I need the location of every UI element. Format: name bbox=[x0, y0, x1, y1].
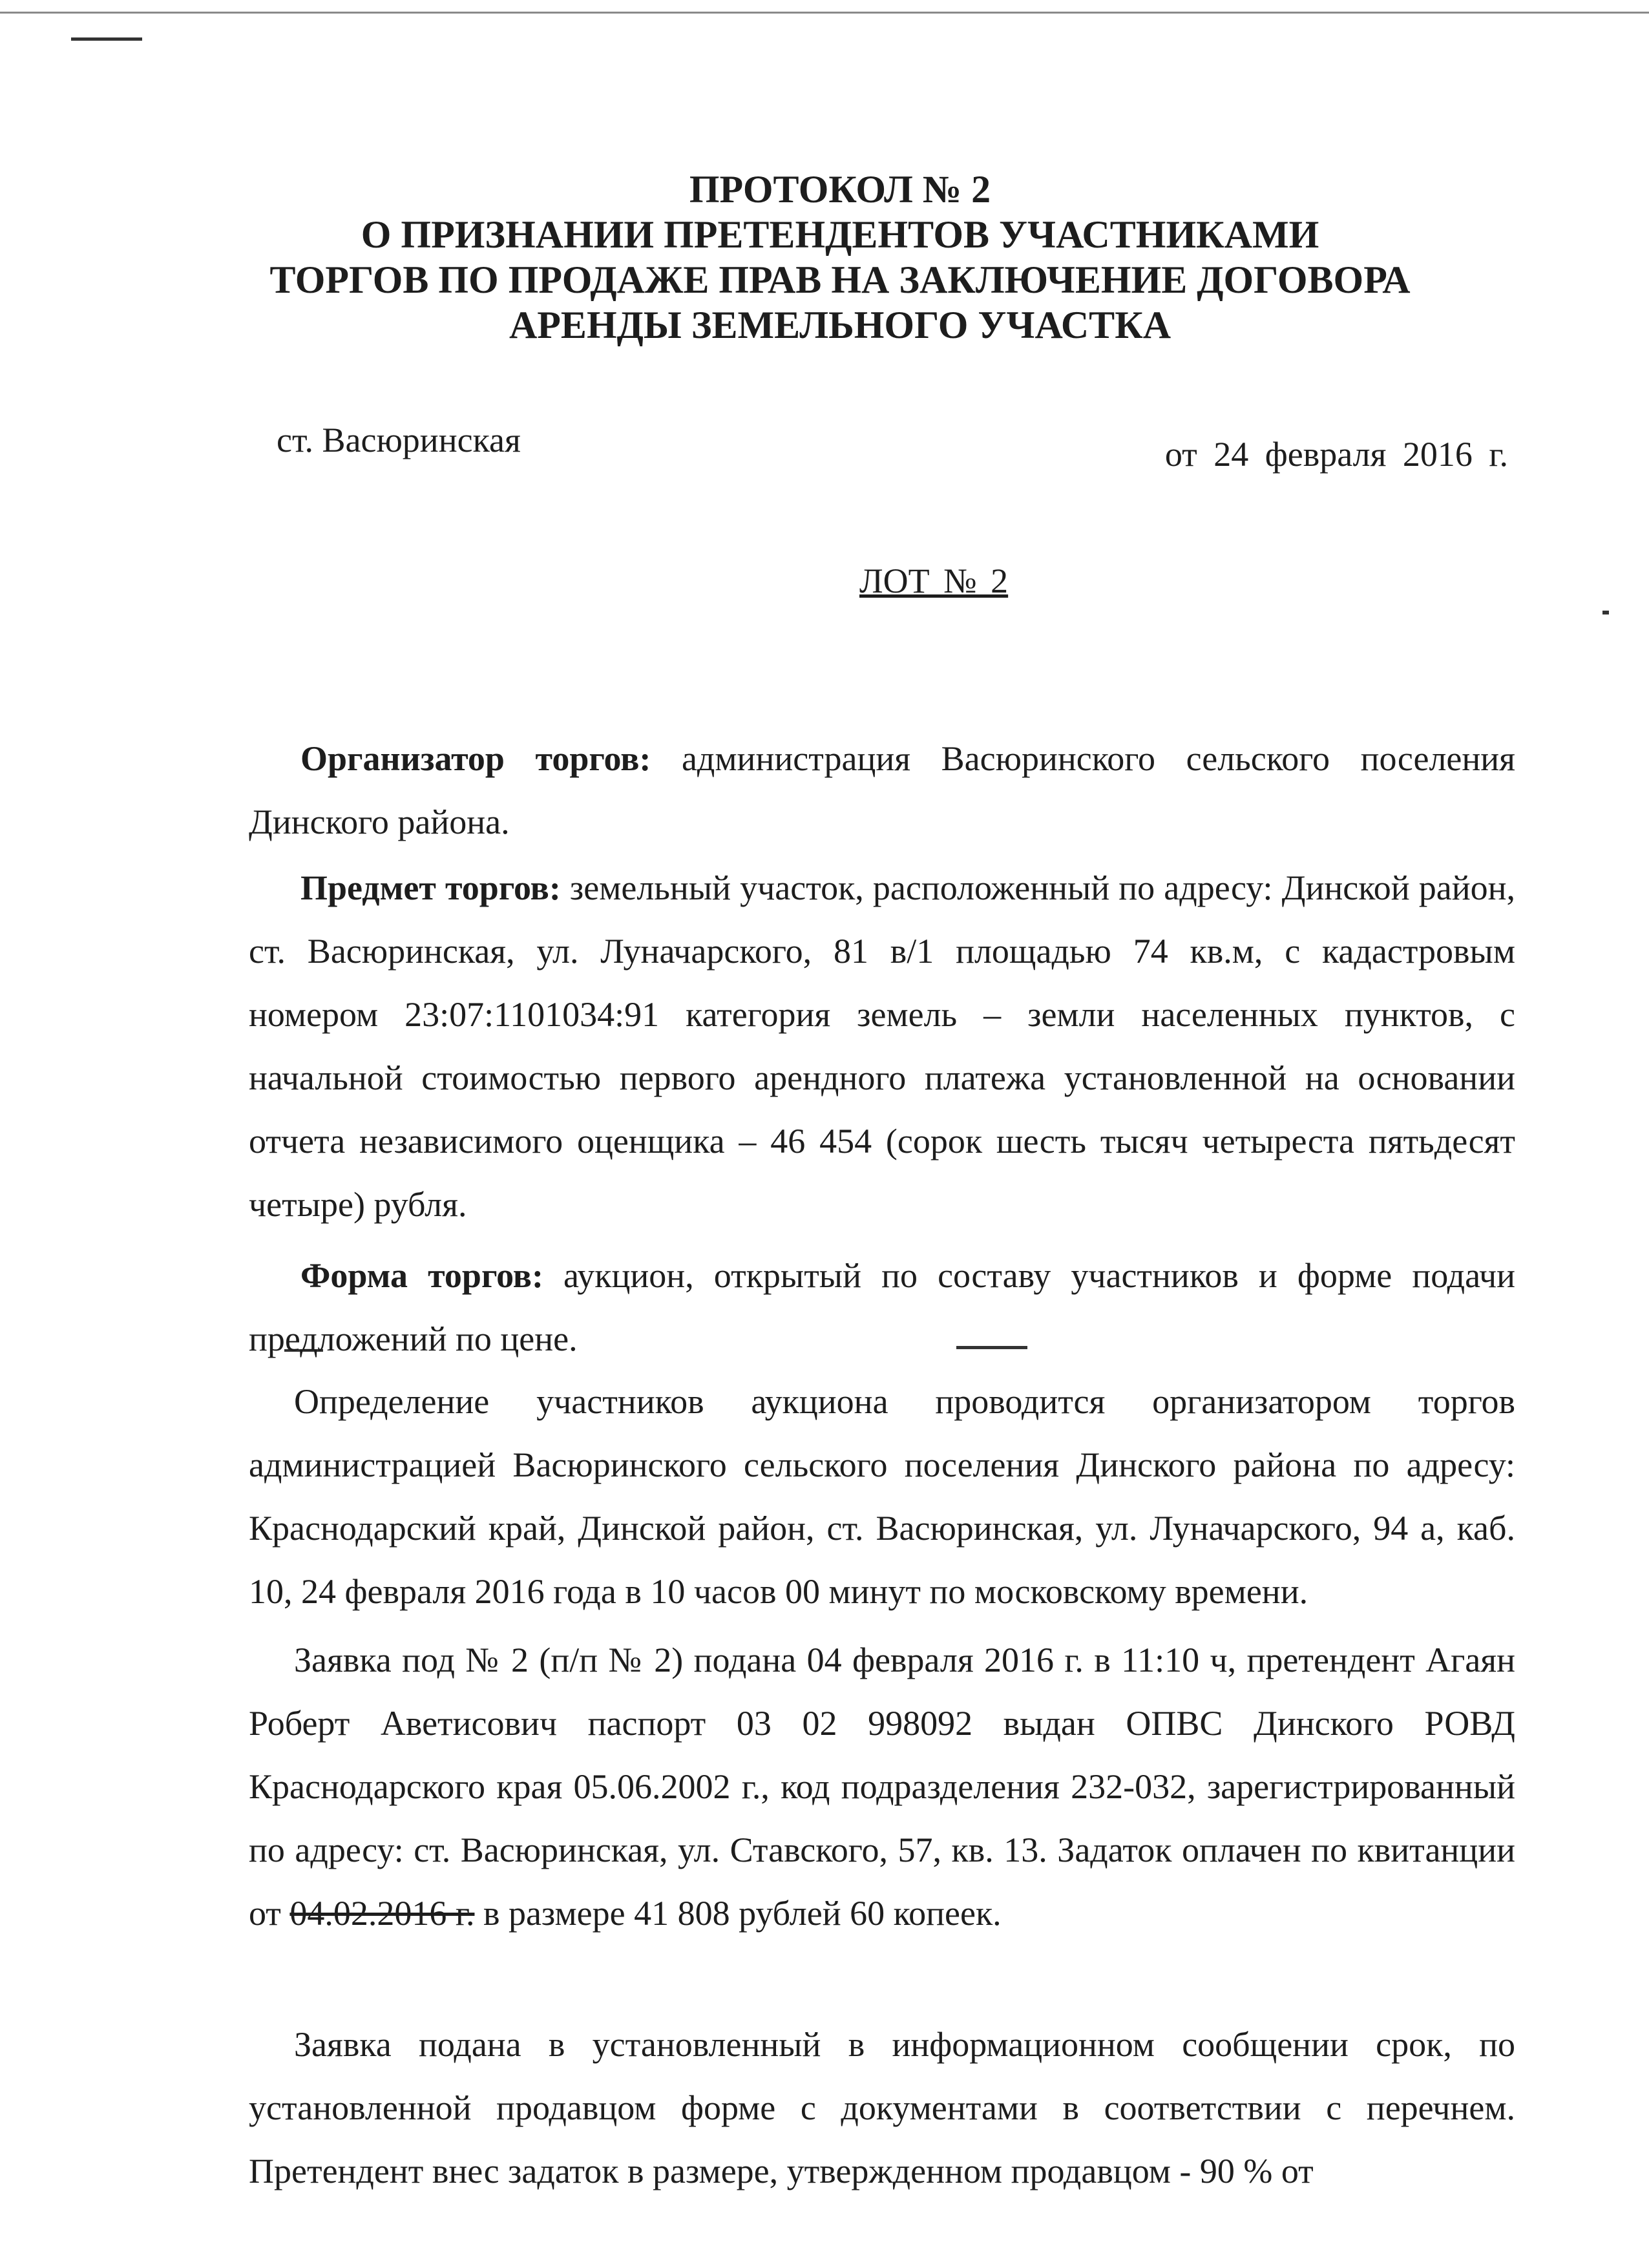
subject-label: Предмет торгов: bbox=[300, 868, 561, 907]
document-place: ст. Васюринская bbox=[277, 421, 521, 459]
subject-paragraph bbox=[249, 856, 1515, 1236]
scan-mark bbox=[71, 37, 142, 41]
form-paragraph bbox=[249, 1244, 1515, 1370]
application-text-part-1: Заявка под № 2 (п/п № 2) подана 04 февраля 2016 г. в 11:10 ч, претендент Агаян Роберт Аветисович паспорт 03 02 998092 выдан ОПВС Динского РОВД Краснодарского края 05.06.2002 г., код подразделения 232-032, зарегистрированный по адресу: ст. Васюринская, ул. Ставского, 57, кв. 13. Задаток оплачен по квитанции от bbox=[249, 1641, 1515, 1933]
protocol-title-line-2: О ПРИЗНАНИИ ПРЕТЕНДЕНТОВ УЧАСТНИКАМИ bbox=[361, 213, 1319, 256]
organizer-paragraph bbox=[249, 727, 1515, 854]
protocol-title-line-1: ПРОТОКОЛ № 2 bbox=[689, 168, 991, 211]
organizer-text: администрация Васюринского сельского поселения Динского района. bbox=[249, 739, 1515, 841]
struck-date: 04.02.2016 г. bbox=[289, 1894, 475, 1933]
form-label: Форма торгов: bbox=[300, 1256, 543, 1295]
protocol-title-line-4: АРЕНДЫ ЗЕМЕЛЬНОГО УЧАСТКА bbox=[509, 304, 1171, 346]
scan-top-edge bbox=[0, 12, 1649, 14]
scan-mark bbox=[1602, 611, 1609, 614]
organizer-label: Организатор торгов: bbox=[300, 739, 651, 778]
application-text-part-2: в размере 41 808 рублей 60 копеек. bbox=[474, 1894, 1002, 1933]
participants-definition-paragraph: Определение участников аукциона проводится организатором торгов администрацией Васюринского сельского поселения Динского района по адресу: Краснодарский край, Динской район, ст. Васюринская, ул. Луначарского, 94 а, каб. 10, 24 февраля 2016 года в 10 часов 00 минут по московскому времени. bbox=[249, 1382, 1515, 1611]
form-text: аукцион, открытый по составу участников и форме подачи предложений по цене. bbox=[249, 1256, 1516, 1358]
application-paragraph bbox=[249, 1628, 1515, 1945]
application-deadline-paragraph: Заявка подана в установленный в информационном сообщении срок, по установленной продавцом форме с документами в соответствии с перечнем. Претендент внес задаток в размере, утвержденном продавцом - 90 % от bbox=[249, 2025, 1515, 2190]
document-date: от 24 февраля 2016 г. bbox=[1164, 435, 1508, 474]
protocol-title-line-3: ТОРГОВ ПО ПРОДАЖЕ ПРАВ НА ЗАКЛЮЧЕНИЕ ДОГОВОРА bbox=[269, 258, 1411, 301]
lot-number: ЛОТ № 2 bbox=[859, 562, 1009, 600]
subject-text: земельный участок, расположенный по адресу: Динской район, ст. Васюринская, ул. Луначарского, 81 в/1 площадью 74 кв.м, с кадастровым номером 23:07:1101034:91 категория земель – земли населенных пунктов, с начальной стоимостью первого арендного платежа установленной на основании отчета независимого оценщика – 46 454 (сорок шесть тысяч четыреста пятьдесят четыре) рубля. bbox=[249, 868, 1515, 1224]
